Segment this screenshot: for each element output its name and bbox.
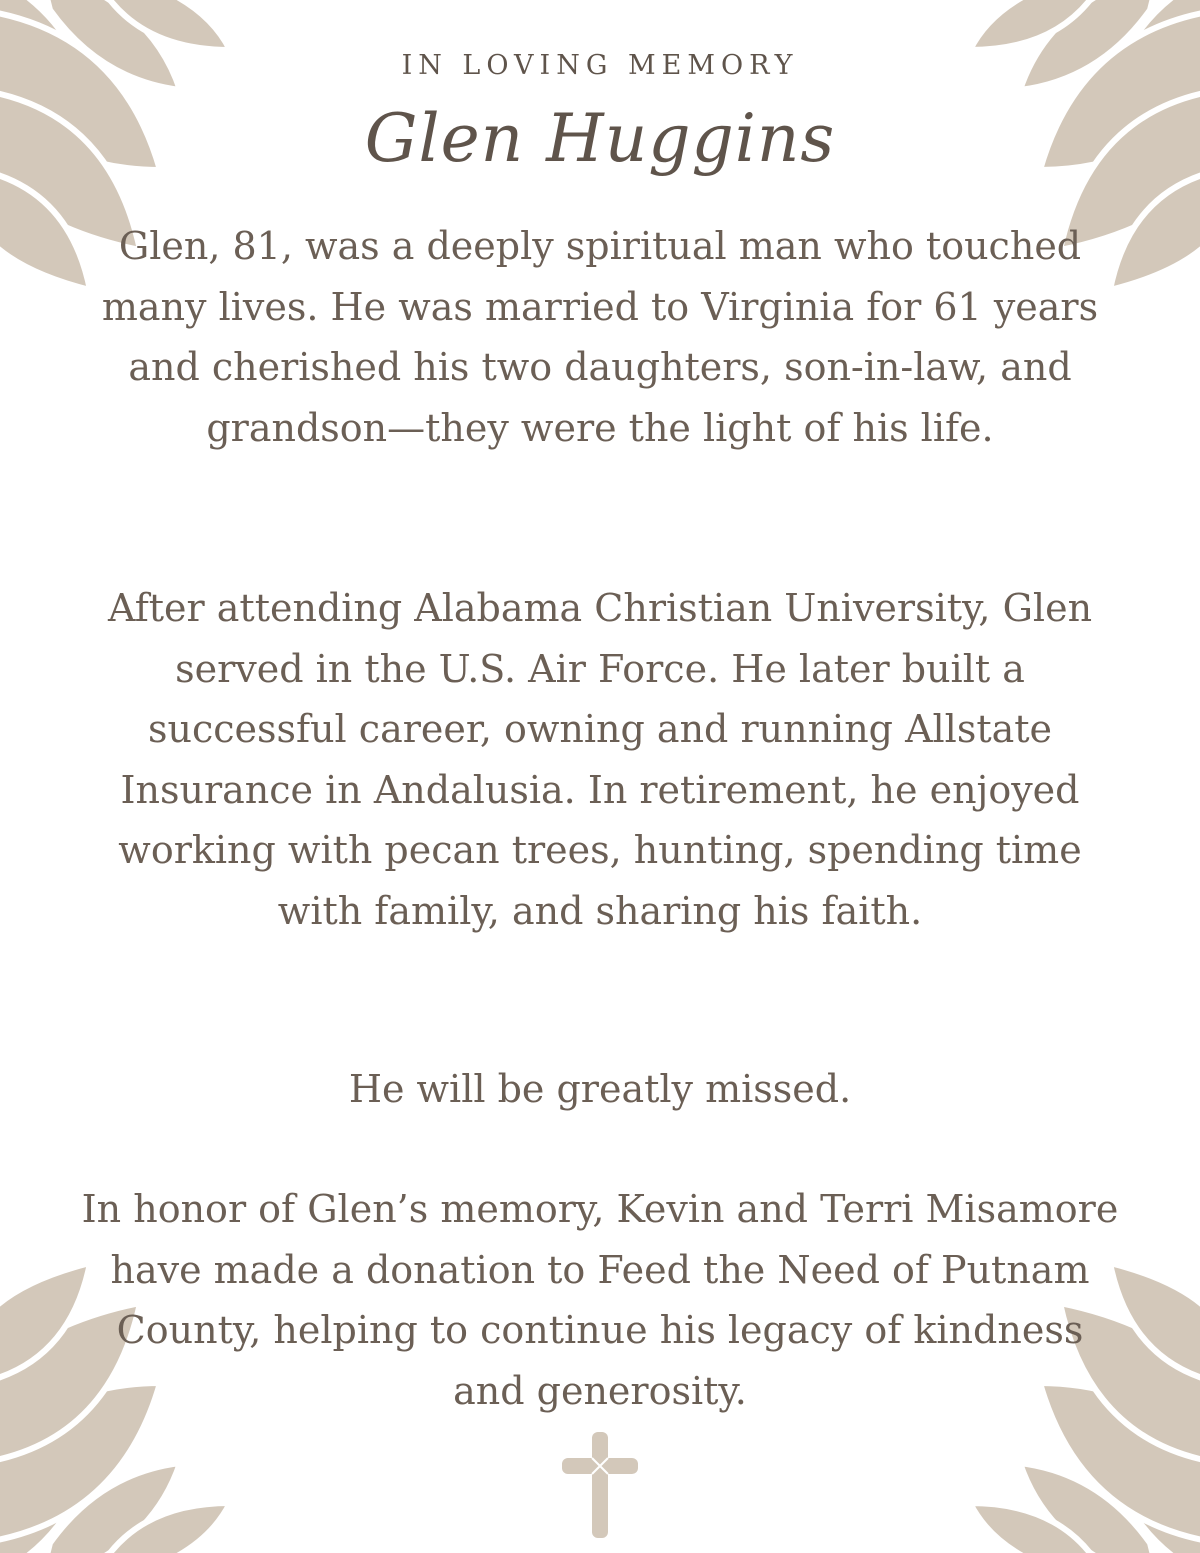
- intro-paragraph: Glen, 81, was a deeply spiritual man who touched many lives. He was married to Virginia for 61 years and cherished his two daughters, son-in-law, and grandson—they were the light of his life.: [101, 224, 1099, 450]
- donation-paragraph: In honor of Glen’s memory, Kevin and Terri Misamore have made a donation to Feed the Need of Putnam County, helping to continue his legacy of kindness and generosity.: [81, 1187, 1119, 1413]
- memorial-kicker: IN LOVING MEMORY: [401, 50, 799, 81]
- career-paragraph: After attending Alabama Christian University, Glen served in the U.S. Air Force. He later built a successful career, owning and running Allstate Insurance in Andalusia. In retirement, he enjoyed working with pecan trees, hunting, spending time with family, and sharing his faith.: [107, 586, 1093, 933]
- cross-icon: [562, 1432, 638, 1538]
- deceased-name: Glen Huggins: [364, 100, 836, 177]
- missed-paragraph: He will be greatly missed.: [348, 1067, 852, 1111]
